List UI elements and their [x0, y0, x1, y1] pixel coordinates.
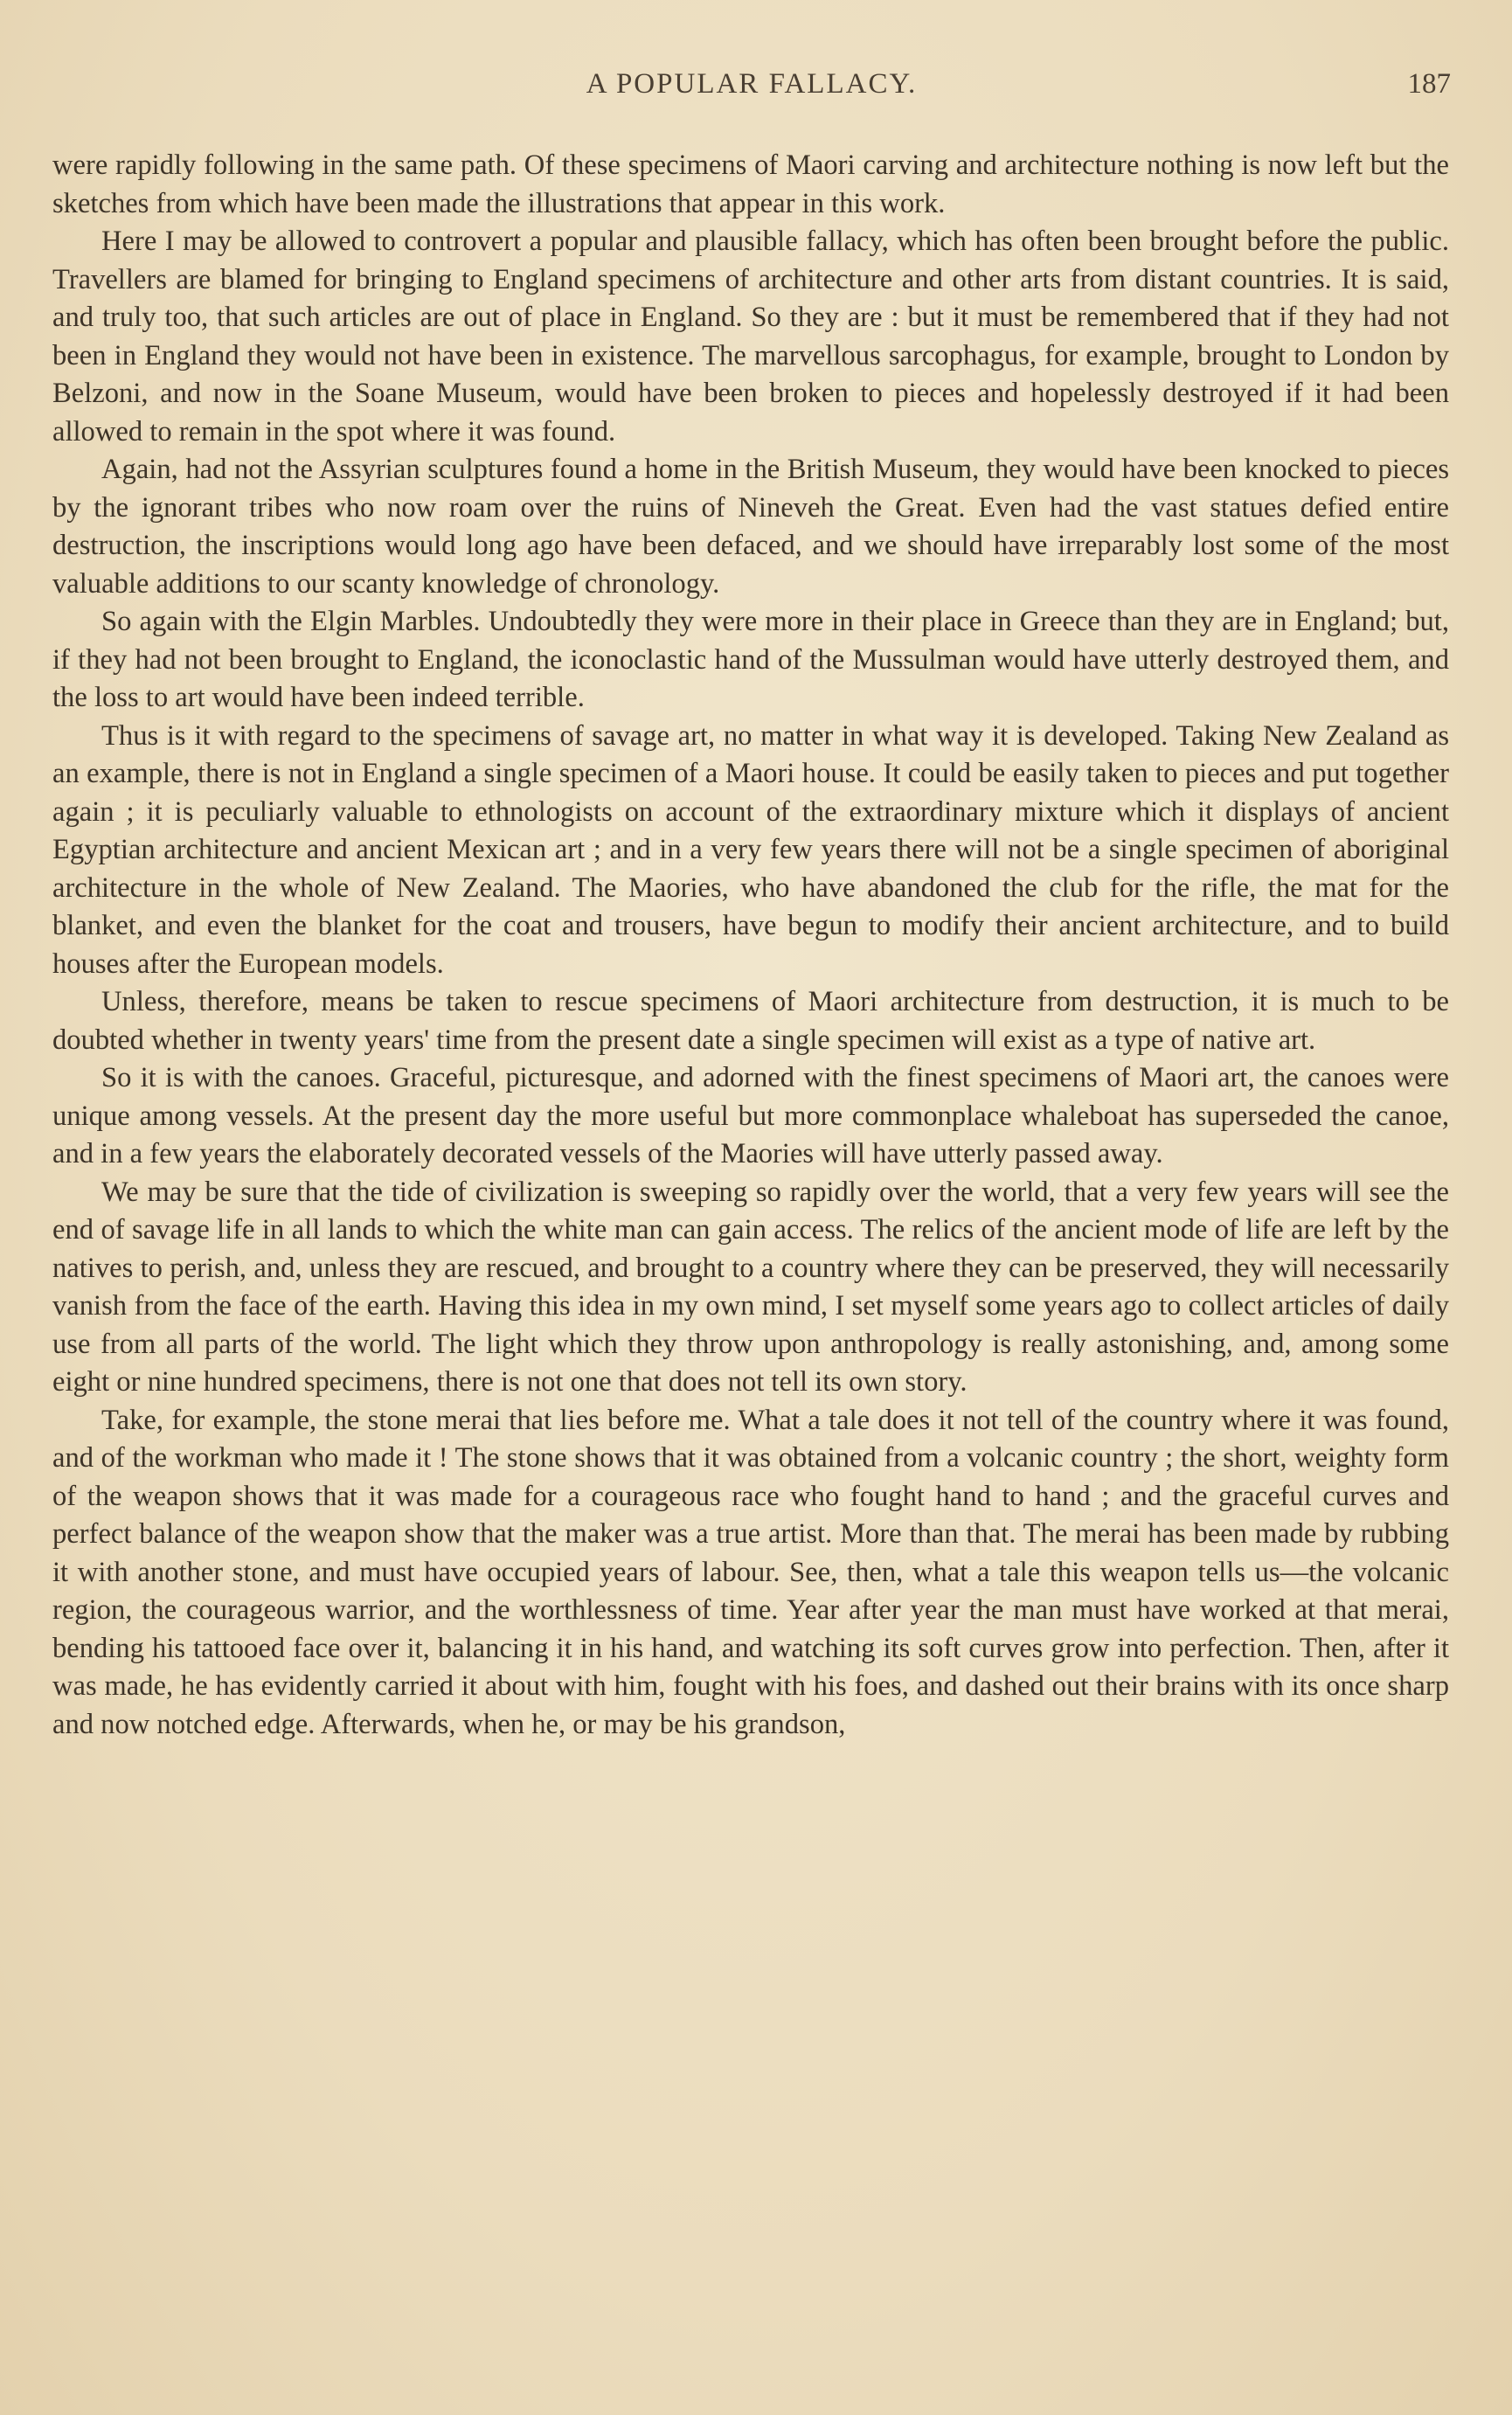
paragraph-assyrian-sculptures: Again, had not the Assyrian sculptures found a home in the British Museum, they would have been knocked to pieces by the ignorant tribes who now roam over the ruins of Nineveh the Great. Even had the vast statues defied entire destruction, the inscriptions would long ago have been defaced, and we should have irreparably lost some of the most valuable additions to our scanty knowledge of chronology.: [52, 454, 1449, 600]
body-text: [52, 147, 1449, 1744]
page-number: 187: [1407, 68, 1451, 100]
paragraph-stone-merai: Take, for example, the stone merai that lies before me. What a tale does it not tell of the country where it was found, and of the workman who made it ! The stone shows that it was obtained from a volcanic country ; the short, weighty form of the weapon shows that it was made for a courageous race who fought hand to hand ; and the graceful curves and perfect balance of the weapon show that the maker was a true artist. More than that. The merai has been made by rubbing it with another stone, and must have occupied years of labour. See, then, what a tale this weapon tells us—the volcanic region, the courageous warrior, and the worthlessness of time. Year after year the man must have worked at that merai, bending his tattooed face over it, balancing it in his hand, and watching its soft curves grow into perfection. Then, after it was made, he has evidently carried it about with him, fought with his foes, and dashed out their brains with its once sharp and now notched edge. Afterwards, when he, or may be his grandson,: [52, 1404, 1449, 1740]
paragraph-civilization: We may be sure that the tide of civilization is sweeping so rapidly over the world, that a very few years will see the end of savage life in all lands to which the white man can gain access. The relics of the ancient mode of life are left by the natives to perish, and, unless they are rescued, and brought to a country where they can be preserved, they will necessarily vanish from the face of the earth. Having this idea in my own mind, I set myself some years ago to collect articles of daily use from all parts of the world. The light which they throw upon anthropology is really astonishing, and, among some eight or nine hundred specimens, there is not one that does not tell its own story.: [52, 1176, 1449, 1398]
page-header: [52, 68, 1451, 112]
paragraph-popular-fallacy: Here I may be allowed to controvert a popular and plausible fallacy, which has often been brought before the public. Travellers are blamed for bringing to England specimens of architecture and other arts from distant countries. It is said, and truly too, that such articles are out of place in England. So they are : but it must be remembered that if they had not been in England they would not have been in existence. The marvellous sarcophagus, for example, brought to London by Belzoni, and now in the Soane Museum, would have been broken to pieces and hopelessly destroyed if it had been allowed to remain in the spot where it was found.: [52, 226, 1449, 448]
running-title: A POPULAR FALLACY.: [586, 68, 918, 100]
paragraph-savage-art: Thus is it with regard to the specimens of savage art, no matter in what way it is developed. Taking New Zealand as an example, there is not in England a single specimen of a Maori house. It could be easily taken to pieces and put together again ; it is peculiarly valuable to ethnologists on account of the extraordinary mixture which it displays of ancient Egyptian architecture and ancient Mexican art ; and in a very few years there will not be a single specimen of aboriginal architecture in the whole of New Zealand. The Maories, who have abandoned the club for the rifle, the mat for the blanket, and even the blanket for the coat and trousers, have begun to modify their ancient architecture, and to build houses after the European models.: [52, 719, 1449, 980]
paragraph-elgin-marbles: So again with the Elgin Marbles. Undoubtedly they were more in their place in Greece than they are in England; but, if they had not been brought to England, the iconoclastic hand of the Mussulman would have utterly destroyed them, and the loss to art would have been indeed terrible.: [52, 606, 1449, 713]
paragraph-canoes: So it is with the canoes. Graceful, picturesque, and adorned with the finest specimens of Maori art, the canoes were unique among vessels. At the present day the more useful but more commonplace whaleboat has superseded the canoe, and in a few years the elaborately decorated vessels of the Maories will have utterly passed away.: [52, 1062, 1449, 1169]
paragraph-rescue-specimens: Unless, therefore, means be taken to rescue specimens of Maori architecture from destruction, it is much to be doubted whether in twenty years' time from the present date a single specimen will exist as a type of native art.: [52, 986, 1449, 1056]
paragraph-continuation: were rapidly following in the same path. Of these specimens of Maori carving and architecture nothing is now left but the sketches from which have been made the illustrations that appear in this work.: [52, 149, 1449, 219]
